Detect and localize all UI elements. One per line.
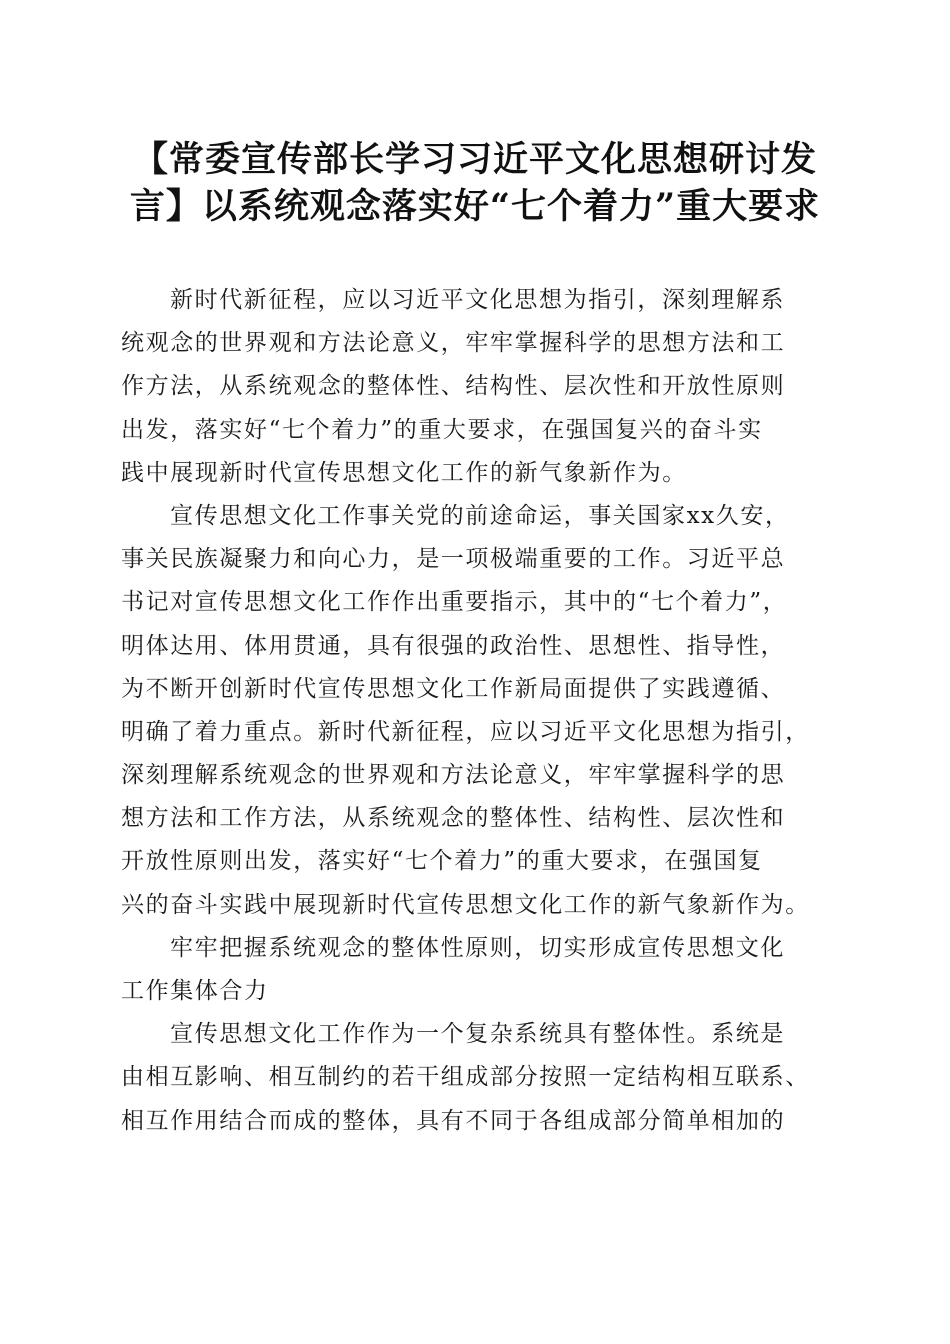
document-body (121, 279, 831, 1143)
paragraph-line: 开放性原则出发，落实好“七个着力”的重大要求，在强国复 (121, 848, 763, 875)
paragraph-line: 新时代新征程，应以习近平文化思想为指引，深刻理解系 (170, 287, 785, 313)
paragraph-line: 由相互影响、相互制约的若干组成部分按照一定结构相互联系、 (121, 1064, 810, 1091)
paragraph-line: 宣传思想文化工作事关党的前途命运，事关国家xx久安， (170, 502, 790, 529)
paragraph-line: 明体达用、体用贯通，具有很强的政治性、思想性、指导性， (121, 632, 786, 659)
paragraph-line: 兴的奋斗实践中展现新时代宣传思想文化工作的新气象新作为。 (121, 891, 810, 918)
paragraph-1 (121, 279, 831, 495)
paragraph-line: 统观念的世界观和方法论意义，牢牢掌握科学的思想方法和工 (121, 330, 786, 357)
paragraph-line: 书记对宣传思想文化工作作出重要指示，其中的“七个着力”， (121, 589, 788, 616)
paragraph-2 (121, 495, 831, 927)
paragraph-line: 相互作用结合而成的整体，具有不同于各组成部分简单相加的 (121, 1107, 786, 1134)
paragraph-line: 事关民族凝聚力和向心力，是一项极端重要的工作。习近平总 (121, 546, 786, 573)
paragraph-line: 明确了着力重点。新时代新征程，应以习近平文化思想为指引， (121, 718, 810, 745)
paragraph-line: 牢牢把握系统观念的整体性原则，切实形成宣传思想文化 (170, 934, 785, 961)
title-line-2: 言】以系统观念落实好“七个着力”重大要求 (129, 186, 821, 227)
paragraph-line: 想方法和工作方法，从系统观念的整体性、结构性、层次性和 (121, 805, 786, 832)
paragraph-line: 工作集体合力 (121, 978, 269, 1004)
document-title (100, 136, 850, 230)
paragraph-line: 宣传思想文化工作作为一个复杂系统具有整体性。系统是 (170, 1021, 785, 1048)
paragraph-line: 作方法，从系统观念的整体性、结构性、层次性和开放性原则 (121, 373, 786, 400)
paragraph-4 (121, 1013, 831, 1143)
paragraph-line: 出发，落实好“七个着力”的重大要求，在强国复兴的奋斗实 (121, 416, 763, 443)
section-heading-paragraph (121, 927, 831, 1013)
paragraph-line: 为不断开创新时代宣传思想文化工作新局面提供了实践遵循、 (121, 675, 786, 702)
paragraph-line: 践中展现新时代宣传思想文化工作的新气象新作为。 (121, 459, 687, 486)
title-line-1: 【常委宣传部长学习习近平文化思想研讨发 (132, 139, 817, 180)
paragraph-line: 深刻理解系统观念的世界观和方法论意义，牢牢掌握科学的思 (121, 762, 786, 789)
